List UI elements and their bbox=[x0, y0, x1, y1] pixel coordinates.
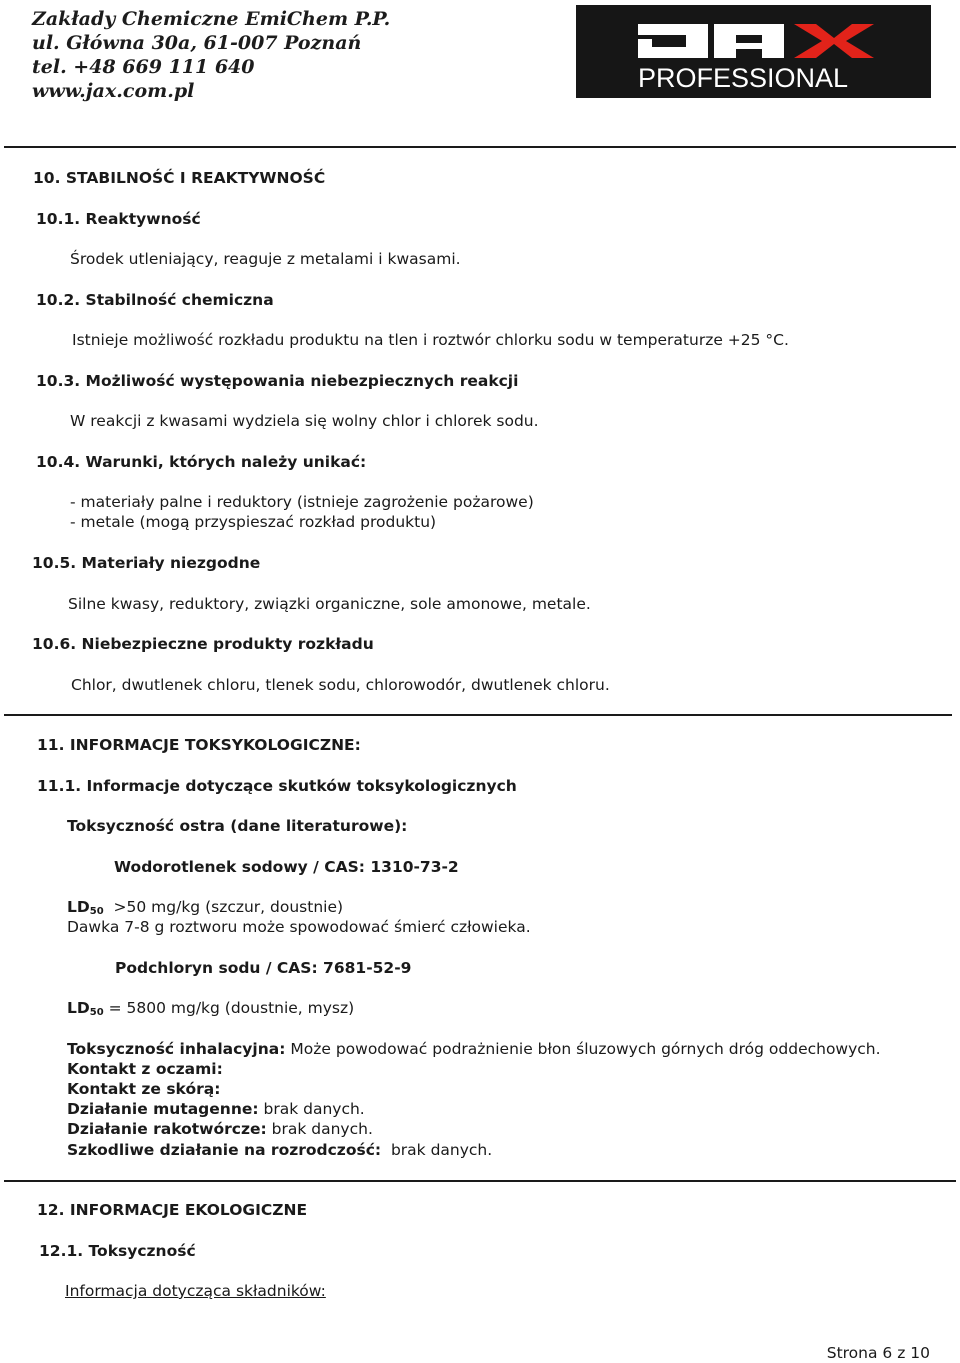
section-11-1-title: 11.1. Informacje dotyczące skutków toksykologicznych bbox=[37, 777, 517, 795]
ld-subscript: 50 bbox=[89, 906, 104, 917]
section-10-title: 10. STABILNOŚĆ I REAKTYWNOŚĆ bbox=[33, 169, 326, 187]
header-divider bbox=[4, 146, 956, 148]
ld-subscript: 50 bbox=[89, 1007, 104, 1018]
logo-text: PROFESSIONAL bbox=[638, 63, 849, 93]
jax-logo-mark bbox=[576, 5, 931, 98]
section-10-1-text: Środek utleniający, reaguje z metalami i kwasami. bbox=[70, 250, 461, 268]
section-10-divider bbox=[4, 714, 952, 716]
section-11-title: 11. INFORMACJE TOKSYKOLOGICZNE: bbox=[37, 736, 361, 754]
section-10-6-title: 10.6. Niebezpieczne produkty rozkładu bbox=[32, 635, 374, 653]
mutagenic-text: brak danych. bbox=[263, 1100, 365, 1118]
section-11-divider bbox=[4, 1180, 956, 1182]
mutagenic-label: Działanie mutagenne: bbox=[67, 1100, 259, 1118]
substance-1-note: Dawka 7-8 g roztworu może spowodować śmierć człowieka. bbox=[67, 918, 531, 936]
company-name: Zakłady Chemiczne EmiChem P.P. bbox=[32, 8, 391, 30]
skin-contact-label: Kontakt ze skórą: bbox=[67, 1080, 221, 1098]
substance-1-title: Wodorotlenek sodowy / CAS: 1310-73-2 bbox=[114, 858, 459, 876]
company-website: www.jax.com.pl bbox=[32, 80, 195, 102]
page-number: Strona 6 z 10 bbox=[826, 1344, 930, 1362]
substance-2-title: Podchloryn sodu / CAS: 7681-52-9 bbox=[115, 959, 412, 977]
section-10-4-title: 10.4. Warunki, których należy unikać: bbox=[36, 453, 367, 471]
company-address: ul. Główna 30a, 61-007 Poznań bbox=[32, 32, 362, 54]
section-10-5-text: Silne kwasy, reduktory, związki organiczne, sole amonowe, metale. bbox=[68, 595, 591, 613]
substance-2-ld50 bbox=[67, 998, 354, 1023]
section-10-1-title: 10.1. Reaktywność bbox=[36, 210, 201, 228]
inhalation-toxicity bbox=[67, 1039, 881, 1059]
ld-label: LD bbox=[67, 898, 90, 916]
substance-1-ld50-value: >50 mg/kg (szczur, doustnie) bbox=[113, 898, 344, 916]
company-phone: tel. +48 669 111 640 bbox=[32, 56, 255, 78]
reproductive-toxicity bbox=[67, 1140, 492, 1160]
section-12-title: 12. INFORMACJE EKOLOGICZNE bbox=[37, 1201, 308, 1219]
section-10-6-text: Chlor, dwutlenek chloru, tlenek sodu, chlorowodór, dwutlenek chloru. bbox=[71, 676, 610, 694]
section-10-2-title: 10.2. Stabilność chemiczna bbox=[36, 291, 274, 309]
carcinogenic-label: Działanie rakotwórcze: bbox=[67, 1120, 267, 1138]
inhalation-text: Może powodować podrażnienie błon śluzowych górnych dróg oddechowych. bbox=[290, 1040, 881, 1058]
reproductive-text: brak danych. bbox=[390, 1141, 493, 1159]
section-10-2-text: Istnieje możliwość rozkładu produktu na tlen i roztwór chlorku sodu w temperaturze +25 °C. bbox=[72, 331, 789, 349]
section-10-3-title: 10.3. Możliwość występowania niebezpiecznych reakcji bbox=[36, 372, 519, 390]
section-12-1-title: 12.1. Toksyczność bbox=[39, 1242, 196, 1260]
substance-2-ld50-value: = 5800 mg/kg (doustnie, mysz) bbox=[108, 999, 355, 1017]
carcinogenic-effect bbox=[67, 1119, 373, 1139]
section-10-4-line-1: - materiały palne i reduktory (istnieje zagrożenie pożarowe) bbox=[70, 493, 534, 511]
components-info-label: Informacja dotycząca składników: bbox=[65, 1282, 326, 1300]
acute-toxicity-title: Toksyczność ostra (dane literaturowe): bbox=[67, 817, 408, 835]
section-10-5-title: 10.5. Materiały niezgodne bbox=[32, 554, 261, 572]
jax-logo bbox=[576, 5, 931, 98]
section-10-3-text: W reakcji z kwasami wydziela się wolny chlor i chlorek sodu. bbox=[70, 412, 539, 430]
mutagenic-effect bbox=[67, 1099, 365, 1119]
carcinogenic-text: brak danych. bbox=[271, 1120, 373, 1138]
ld-label: LD bbox=[67, 999, 90, 1017]
eye-contact-label: Kontakt z oczami: bbox=[67, 1060, 223, 1078]
inhalation-label: Toksyczność inhalacyjna: bbox=[67, 1040, 286, 1058]
reproductive-label: Szkodliwe działanie na rozrodczość: bbox=[67, 1141, 382, 1159]
section-10-4-line-2: - metale (mogą przyspieszać rozkład produktu) bbox=[70, 513, 437, 531]
